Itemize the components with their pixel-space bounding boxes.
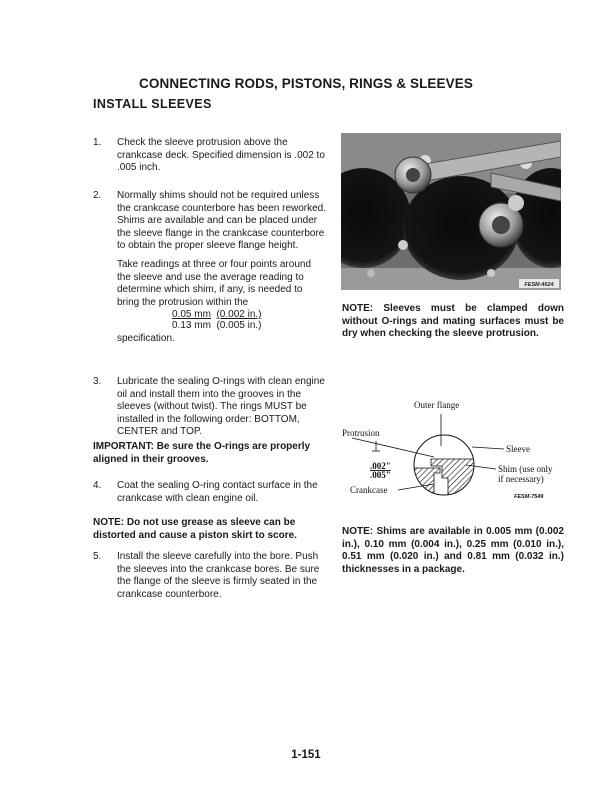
crankcase-label: Crankcase: [350, 485, 388, 495]
step-2: [93, 190, 327, 253]
step-text: Normally shims should not be required unless the crankcase counterbore has been reworked. Shims are available and can be placed under the sleeve flange in the crankcase counterbore to obtain the proper sleeve flange height.: [117, 190, 327, 252]
shim-label-line1: Shim (use only: [498, 464, 553, 474]
sleeve-cross-section: [336, 396, 566, 516]
sleeve-diagram: [336, 396, 566, 516]
crankcase-photo: [341, 133, 561, 290]
spec-end: specification.: [117, 333, 175, 344]
page-title: CONNECTING RODS, PISTONS, RINGS & SLEEVES: [139, 76, 473, 91]
page-number: 1-151: [291, 749, 321, 761]
step-number: 4.: [93, 480, 102, 491]
step-number: 2.: [93, 190, 102, 201]
step-3: [93, 376, 327, 439]
spec-mm-max: 0.13 mm: [172, 320, 211, 331]
protrusion-label: Protrusion: [342, 428, 380, 438]
outer-flange-label: Outer flange: [414, 400, 460, 410]
step-number: 1.: [93, 137, 102, 148]
dimension-max-label: .005": [370, 470, 391, 480]
crankcase-photo-illustration: [341, 133, 561, 290]
diagram-figure-id: FESM-7549: [514, 494, 544, 500]
step-5: [93, 551, 327, 601]
photo-figure-id: FESM-4624: [524, 282, 554, 288]
step-number: 3.: [93, 376, 102, 387]
spec-in-min: (0.002 in.): [216, 309, 262, 320]
spec-in-max: (0.005 in.): [216, 320, 262, 331]
section-title: INSTALL SLEEVES: [93, 97, 212, 111]
step-1: [93, 137, 327, 175]
dimension-min-label: .002": [370, 461, 391, 471]
spec-line-max: [172, 320, 262, 333]
step-number: 5.: [93, 551, 102, 562]
step-text: Install the sleeve carefully into the bore. Push the sleeves into the crankcase bores. Be sure the flange of the sleeve is firmly seated in the crankcase counterbore.: [117, 551, 320, 600]
grease-note: NOTE: Do not use grease as sleeve can be distorted and cause a piston skirt to score.: [93, 517, 297, 541]
spec-mm-min: 0.05 mm: [172, 309, 211, 320]
readings-paragraph: Take readings at three or four points around the sleeve and use the average reading to determine which shim, if any, is needed to bring the protrusion within the: [117, 259, 312, 308]
step-text: Lubricate the sealing O-rings with clean engine oil and install them into the grooves in the sleeves (without twist). The rings MUST be installed in the following order: BOTTOM, CENTER and TOP.: [117, 376, 325, 438]
step-4: [93, 480, 327, 505]
sleeve-label: Sleeve: [506, 444, 530, 454]
step-text: Coat the sealing O-ring contact surface in the crankcase with clean engine oil.: [117, 480, 318, 504]
shim-label-line2: if necessary): [498, 474, 544, 484]
photo-caption: NOTE: Sleeves must be clamped down without O-rings and mating surfaces must be dry when checking the sleeve protrusion.: [342, 303, 564, 340]
diagram-caption: NOTE: Shims are available in 0.005 mm (0.002 in.), 0.10 mm (0.004 in.), 0.25 mm (0.010 in.), 0.51 mm (0.020 in.) and 0.81 mm (0.032 in.) thicknesses in a package.: [342, 526, 564, 575]
step-text: Check the sleeve protrusion above the crankcase deck. Specified dimension is .002 to .005 inch.: [117, 137, 325, 174]
important-note: IMPORTANT: Be sure the O-rings are properly aligned in their grooves.: [93, 441, 311, 465]
